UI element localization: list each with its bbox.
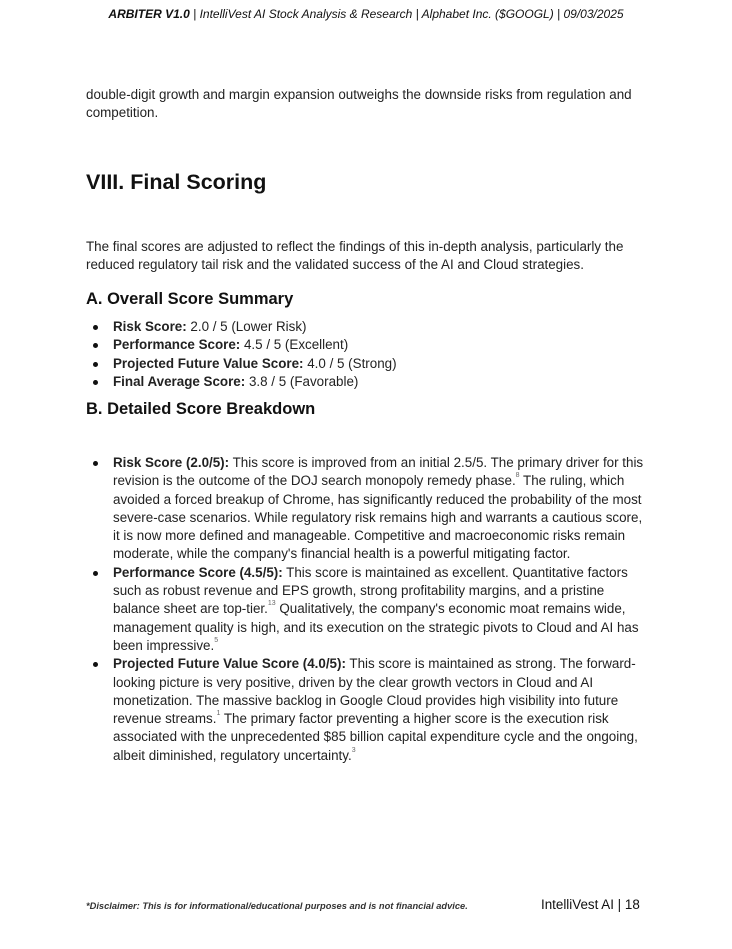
item-label: Projected Future Value Score (4.0/5): bbox=[113, 656, 346, 672]
carryover-paragraph-block bbox=[86, 86, 648, 123]
intro-block bbox=[86, 238, 648, 275]
breakdown-heading: B. Detailed Score Breakdown bbox=[86, 400, 316, 418]
list-item bbox=[86, 564, 648, 655]
list-item bbox=[86, 454, 648, 564]
summary-heading: A. Overall Score Summary bbox=[86, 290, 294, 308]
item-text: This score is maintained as excellent. Quantitative factors such as robust revenue and EPS growth, strong profitability margins, and a pristine balance sheet are top-tier. bbox=[113, 564, 628, 617]
item-label: Projected Future Value Score: bbox=[113, 355, 304, 371]
item-label: Risk Score (2.0/5): bbox=[113, 455, 230, 470]
footnote-ref: 13 bbox=[267, 600, 276, 608]
item-label: Risk Score: bbox=[113, 319, 187, 334]
footnote-ref: 8 bbox=[515, 472, 520, 480]
summary-list-block bbox=[86, 318, 648, 391]
footnote-ref: 5 bbox=[214, 636, 219, 644]
item-value: 4.0 / 5 (Strong) bbox=[303, 355, 397, 371]
list-item bbox=[86, 655, 648, 765]
item-label: Performance Score: bbox=[113, 337, 241, 353]
page-header bbox=[0, 7, 732, 21]
item-label: Performance Score (4.5/5): bbox=[113, 564, 283, 580]
list-item bbox=[86, 355, 648, 373]
breakdown-list-block bbox=[86, 454, 648, 765]
item-text: The ruling, which avoided a forced breakup of Chrome, has significantly reduced the probability of the most severe-case scenarios. While regulatory risk remains high and warrants a cautious score, it is now more defined and manageable. Competitive and macroeconomic risks remain moderate, while the company's financial health is a powerful mitigating factor. bbox=[113, 473, 643, 562]
footnote-ref: 3 bbox=[351, 746, 356, 754]
breakdown-list bbox=[86, 454, 648, 765]
page-number: IntelliVest AI | 18 bbox=[541, 897, 640, 912]
list-item bbox=[86, 318, 648, 336]
item-text: The primary factor preventing a higher score is the execution risk associated with the unprecedented $85 billion capital expenditure cycle and the ongoing, albeit diminished, regulatory uncertainty. bbox=[113, 711, 638, 763]
header-brand: ARBITER V1.0 bbox=[108, 7, 190, 21]
item-value: 3.8 / 5 (Favorable) bbox=[245, 373, 359, 389]
summary-list bbox=[86, 318, 648, 391]
item-value: 2.0 / 5 (Lower Risk) bbox=[186, 319, 307, 334]
item-label: Final Average Score: bbox=[113, 373, 246, 389]
item-text: This score is maintained as strong. The forward-looking picture is very positive, driven by the clear growth vectors in Cloud and AI monetization. The massive backlog in Google Cloud provides high visibility into future revenue streams. bbox=[113, 656, 636, 727]
disclaimer: *Disclaimer: This is for informational/educational purposes and is not financial advice. bbox=[86, 901, 468, 911]
footnote-ref: 1 bbox=[216, 710, 221, 718]
list-item bbox=[86, 336, 648, 354]
carryover-paragraph: double-digit growth and margin expansion outweighs the downside risks from regulation and competition. bbox=[86, 87, 632, 121]
list-item bbox=[86, 373, 648, 391]
intro-paragraph: The final scores are adjusted to reflect the findings of this in-depth analysis, particularly the reduced regulatory tail risk and the validated success of the AI and Cloud strategies. bbox=[86, 239, 624, 273]
item-text: This score is improved from an initial 2.5/5. The primary driver for this revision is the outcome of the DOJ search monopoly remedy phase. bbox=[113, 455, 644, 489]
header-details: | IntelliVest AI Stock Analysis & Research | Alphabet Inc. ($GOOGL) | 09/03/2025 bbox=[189, 7, 624, 21]
item-text: Qualitatively, the company's economic moat remains wide, management quality is high, and its execution on the strategic pivots to Cloud and AI has been impressive. bbox=[113, 601, 639, 653]
section-title: VIII. Final Scoring bbox=[86, 170, 267, 194]
item-value: 4.5 / 5 (Excellent) bbox=[240, 337, 349, 353]
